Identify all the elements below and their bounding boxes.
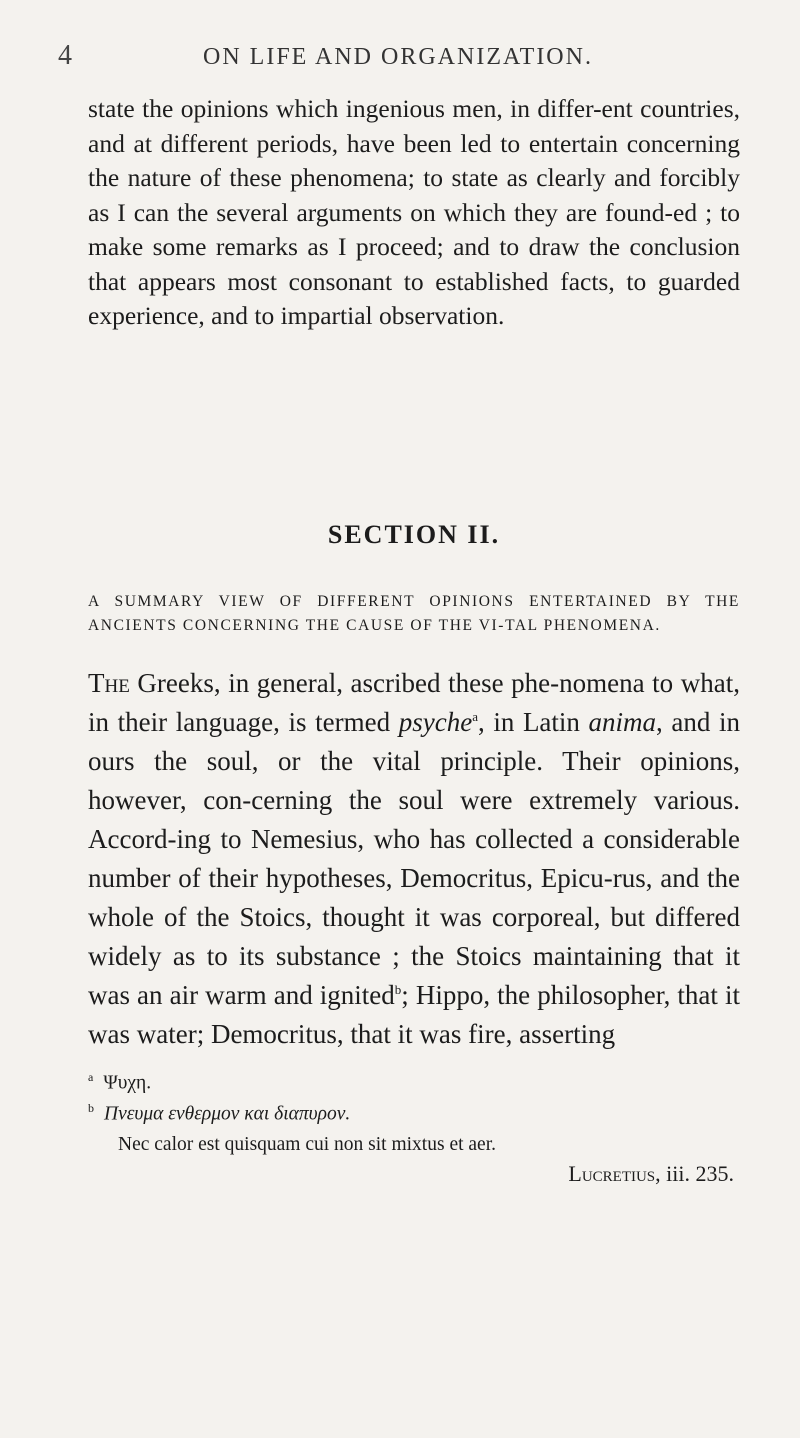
paragraph-text-4: ; Hippo, the philosopher, that it was water; Democritus, that it was fire, asserting	[88, 980, 740, 1049]
footnote-b	[88, 1096, 740, 1127]
section-summary: A SUMMARY VIEW OF DIFFERENT OPINIONS ENTERTAINED BY THE ANCIENTS CONCERNING THE CAUSE OF THE VI-TAL PHENOMENA.	[88, 593, 740, 634]
footnote-ref-a: a	[472, 709, 478, 724]
footnote-a-text: Ψυχη.	[103, 1072, 152, 1094]
term-anima: anima	[588, 707, 657, 737]
footnote-a-label: a	[88, 1070, 94, 1084]
footnote-b-text: Πνευμα ενθερμον και διαπυρον.	[104, 1103, 351, 1124]
page-number: 4	[58, 40, 72, 71]
paragraph-text-2: , in Latin	[477, 707, 589, 737]
attribution-name: Lucretius	[568, 1161, 656, 1186]
footnote-attribution	[88, 1161, 740, 1186]
term-psyche: psyche	[398, 707, 473, 737]
footnotes	[88, 1065, 740, 1186]
paragraph-lead-word: The	[88, 668, 130, 698]
footnote-a	[88, 1065, 740, 1096]
paragraph-text-1: Greeks, in general, ascribed these phe-nomena to what, in their language, is termed	[88, 668, 740, 737]
footnote-ref-b: b	[394, 982, 402, 997]
footnote-b-label: b	[88, 1100, 94, 1115]
section-heading: SECTION II.	[327, 520, 501, 549]
attribution-ref: , iii. 235.	[655, 1161, 734, 1186]
running-head	[58, 40, 738, 80]
main-paragraph	[88, 664, 740, 1054]
footnote-quote: Nec calor est quisquam cui non sit mixtus et aer.	[118, 1134, 496, 1155]
running-title: ON LIFE AND ORGANIZATION.	[203, 44, 593, 70]
intro-paragraph: state the opinions which ingenious men, in differ-ent countries, and at different periods, have been led to entertain concerning the nature of these phenomena; to state as clearly and forcibly as I can the several arguments on which they are found-ed ; to make some remarks as I proceed; and to draw the conclusion that appears most consonant to established facts, to guarded experience, and to impartial observation.	[88, 94, 740, 330]
paragraph-text-3: , and in ours the soul, or the vital principle. Their opinions, however, con-cerning the soul were extremely various. Accord-ing to Nemesius, who has collected a considerable number of their hypotheses, Democritus, Epicu-rus, and the whole of the Stoics, thought it was corporeal, but differed widely as to its substance ; the Stoics maintaining that it was an air warm and ignited	[88, 707, 741, 1010]
